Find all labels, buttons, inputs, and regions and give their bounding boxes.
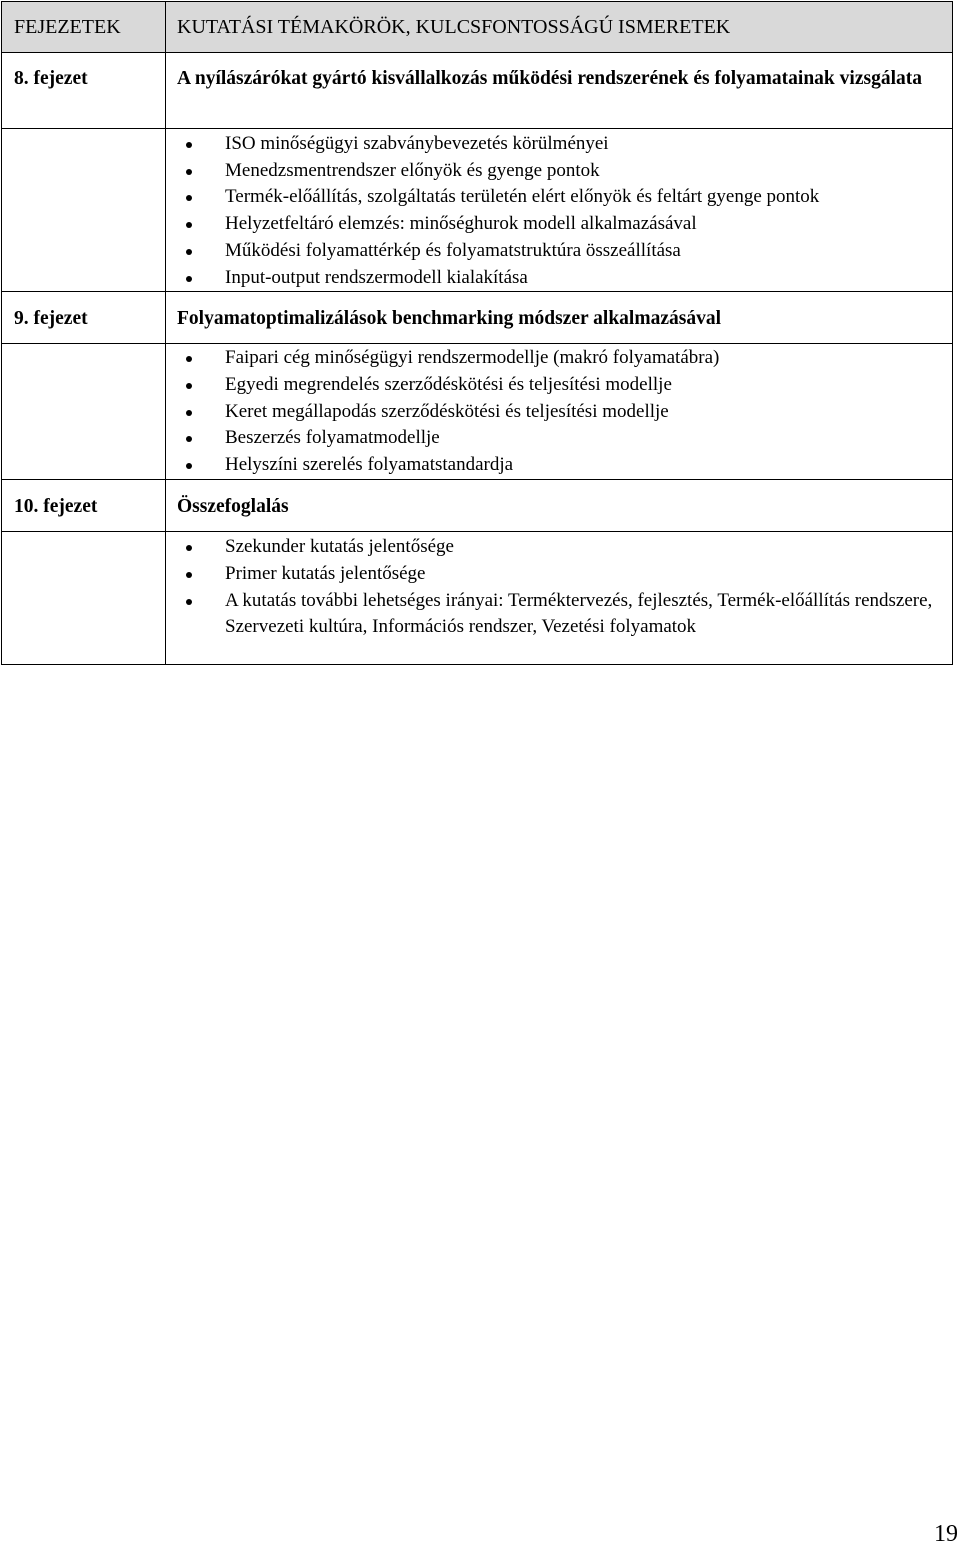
- chapter-title: A nyílászárókat gyártó kisvállalkozás működési rendszerének és folyamatainak vizsgálata: [166, 53, 953, 129]
- list-item: Helyszíni szerelés folyamatstandardja: [225, 452, 952, 479]
- list-item: Input-output rendszermodell kialakítása: [225, 265, 952, 292]
- list-item: Helyzetfeltáró elemzés: minőséghurok modell alkalmazásával: [225, 211, 952, 238]
- header-topics: KUTATÁSI TÉMAKÖRÖK, KULCSFONTOSSÁGÚ ISMERETEK: [166, 2, 953, 53]
- bullet-icon: [186, 142, 192, 148]
- chapter-label: 8. fejezet: [2, 53, 166, 129]
- list-item: Menedzsmentrendszer előnyök és gyenge pontok: [225, 158, 952, 185]
- list-item: Termék-előállítás, szolgáltatás területén elért előnyök és feltárt gyenge pontok: [225, 184, 952, 211]
- empty-cell: [2, 532, 166, 665]
- list-item: Egyedi megrendelés szerződéskötési és teljesítési modellje: [225, 372, 952, 399]
- bullet-icon: [186, 572, 192, 578]
- chapter-items-row: [2, 129, 953, 292]
- bullet-icon: [186, 463, 192, 469]
- chapter-items-cell: [166, 344, 953, 480]
- page-number: 19: [934, 1521, 958, 1547]
- header-chapters: FEJEZETEK: [2, 2, 166, 53]
- list-item: Beszerzés folyamatmodellje: [225, 425, 952, 452]
- chapter-title: Összefoglalás: [166, 480, 953, 532]
- list-item: Keret megállapodás szerződéskötési és teljesítési modellje: [225, 399, 952, 426]
- bullet-icon: [186, 169, 192, 175]
- bullet-icon: [186, 276, 192, 282]
- list-item: Szekunder kutatás jelentősége: [225, 534, 952, 561]
- chapter-row: [2, 480, 953, 532]
- bullet-icon: [186, 383, 192, 389]
- topic-list: [166, 534, 952, 641]
- chapter-items-row: [2, 532, 953, 665]
- table-header-row: [2, 2, 953, 53]
- chapter-items-cell: [166, 129, 953, 292]
- bullet-icon: [186, 249, 192, 255]
- bullet-icon: [186, 599, 192, 605]
- chapter-row: [2, 53, 953, 129]
- bullet-icon: [186, 545, 192, 551]
- bullet-icon: [186, 356, 192, 362]
- empty-cell: [2, 344, 166, 480]
- list-item: Működési folyamattérkép és folyamatstruktúra összeállítása: [225, 238, 952, 265]
- topic-list: [166, 131, 952, 291]
- chapter-items-row: [2, 344, 953, 480]
- empty-cell: [2, 129, 166, 292]
- list-item: A kutatás további lehetséges irányai: Terméktervezés, fejlesztés, Termék-előállítás rendszere, Szervezeti kultúra, Információs rendszer, Vezetési folyamatok: [225, 588, 952, 641]
- chapter-label: 10. fejezet: [2, 480, 166, 532]
- bullet-icon: [186, 436, 192, 442]
- chapters-table: [1, 1, 953, 665]
- bullet-icon: [186, 195, 192, 201]
- chapter-items-cell: [166, 532, 953, 665]
- bullet-icon: [186, 410, 192, 416]
- bullet-icon: [186, 222, 192, 228]
- list-item: Primer kutatás jelentősége: [225, 561, 952, 588]
- chapter-title: Folyamatoptimalizálások benchmarking módszer alkalmazásával: [166, 292, 953, 344]
- list-item: Faipari cég minőségügyi rendszermodellje (makró folyamatábra): [225, 345, 952, 372]
- topic-list: [166, 345, 952, 479]
- chapter-row: [2, 292, 953, 344]
- list-item: ISO minőségügyi szabványbevezetés körülményei: [225, 131, 952, 158]
- chapter-label: 9. fejezet: [2, 292, 166, 344]
